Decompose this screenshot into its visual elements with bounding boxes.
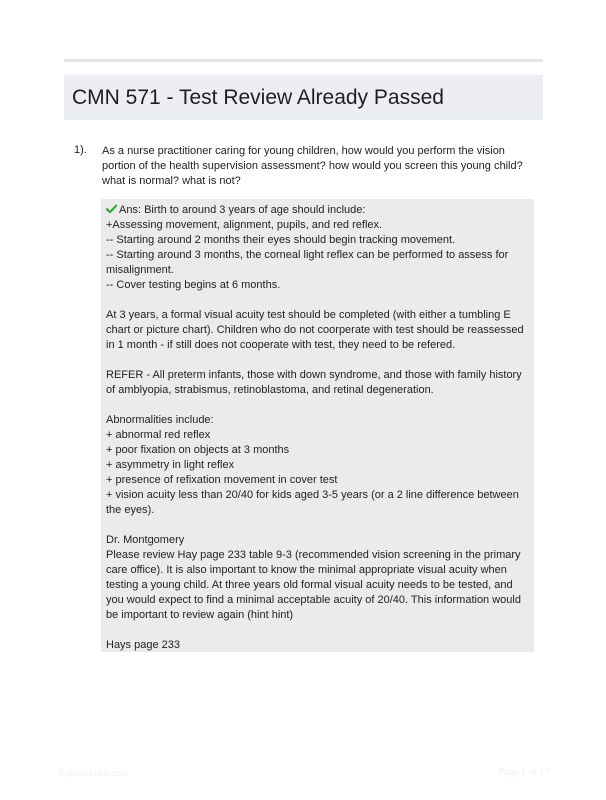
- review-text: Please review Hay page 233 table 9-3 (recommended vision screening in the primary care office). It is also important to know the minimal appropriate visual acuity when testing a young child. At three years old formal visual acuity needs to be tested, and you would expect to find a minimal acceptable acuity of 20/40. This information would be important to review again (hint hint): [106, 549, 521, 621]
- abnormality-item: + presence of refixation movement in cover test: [106, 474, 338, 486]
- birth-item: -- Starting around 2 months their eyes should begin tracking movement.: [106, 234, 456, 246]
- watermark-text: PaperStudio.com: [59, 768, 129, 778]
- refer-paragraph: REFER - All preterm infants, those with down syndrome, and those with family history of amblyopia, strabismus, retinoblastoma, and retinal degeneration.: [106, 369, 522, 396]
- answer-box: [101, 199, 534, 652]
- three-years-paragraph: At 3 years, a formal visual acuity test should be completed (with either a tumbling E chart or picture chart). Children who do not coorperate with test should be reassessed in 1 month - if still does not cooperate with test, they need to be refered.: [106, 309, 524, 351]
- checkmark-icon: [106, 204, 117, 214]
- abnormality-item: + asymmetry in light reflex: [106, 459, 235, 471]
- abnormalities-heading: Abnormalities include:: [106, 414, 214, 426]
- paragraph-gap: [106, 353, 530, 368]
- abnormality-item: + vision acuity less than 20/40 for kids aged 3-5 years (or a 2 line difference between the eyes).: [106, 489, 519, 516]
- paragraph-gap: [106, 623, 530, 638]
- paragraph-gap: [106, 518, 530, 533]
- paragraph-gap: [106, 293, 530, 308]
- paragraph-gap: [106, 398, 530, 413]
- page-title: CMN 571 - Test Review Already Passed: [72, 85, 444, 109]
- page-number: Page 1 of 17: [499, 767, 550, 778]
- birth-item: -- Cover testing begins at 6 months.: [106, 279, 281, 291]
- question-text: As a nurse practitioner caring for young children, how would you perform the vision portion of the health supervision assessment? how would you screen this young child? what is normal? what is not?: [102, 145, 523, 187]
- reviewer-name: Dr. Montgomery: [106, 534, 185, 546]
- abnormality-item: + abnormal red reflex: [106, 429, 211, 441]
- title-bar: [64, 75, 543, 120]
- birth-item: +Assessing movement, alignment, pupils, and red reflex.: [106, 219, 383, 231]
- question-number: 1).: [74, 144, 87, 156]
- abnormality-item: + poor fixation on objects at 3 months: [106, 444, 290, 456]
- answer-intro-line: [106, 203, 530, 218]
- answer-intro: Ans: Birth to around 3 years of age should include:: [119, 204, 366, 216]
- top-divider: [64, 59, 543, 62]
- reference-line: Hays page 233: [106, 639, 180, 651]
- birth-item: -- Starting around 3 months, the corneal light reflex can be performed to assess for misalignment.: [106, 249, 509, 276]
